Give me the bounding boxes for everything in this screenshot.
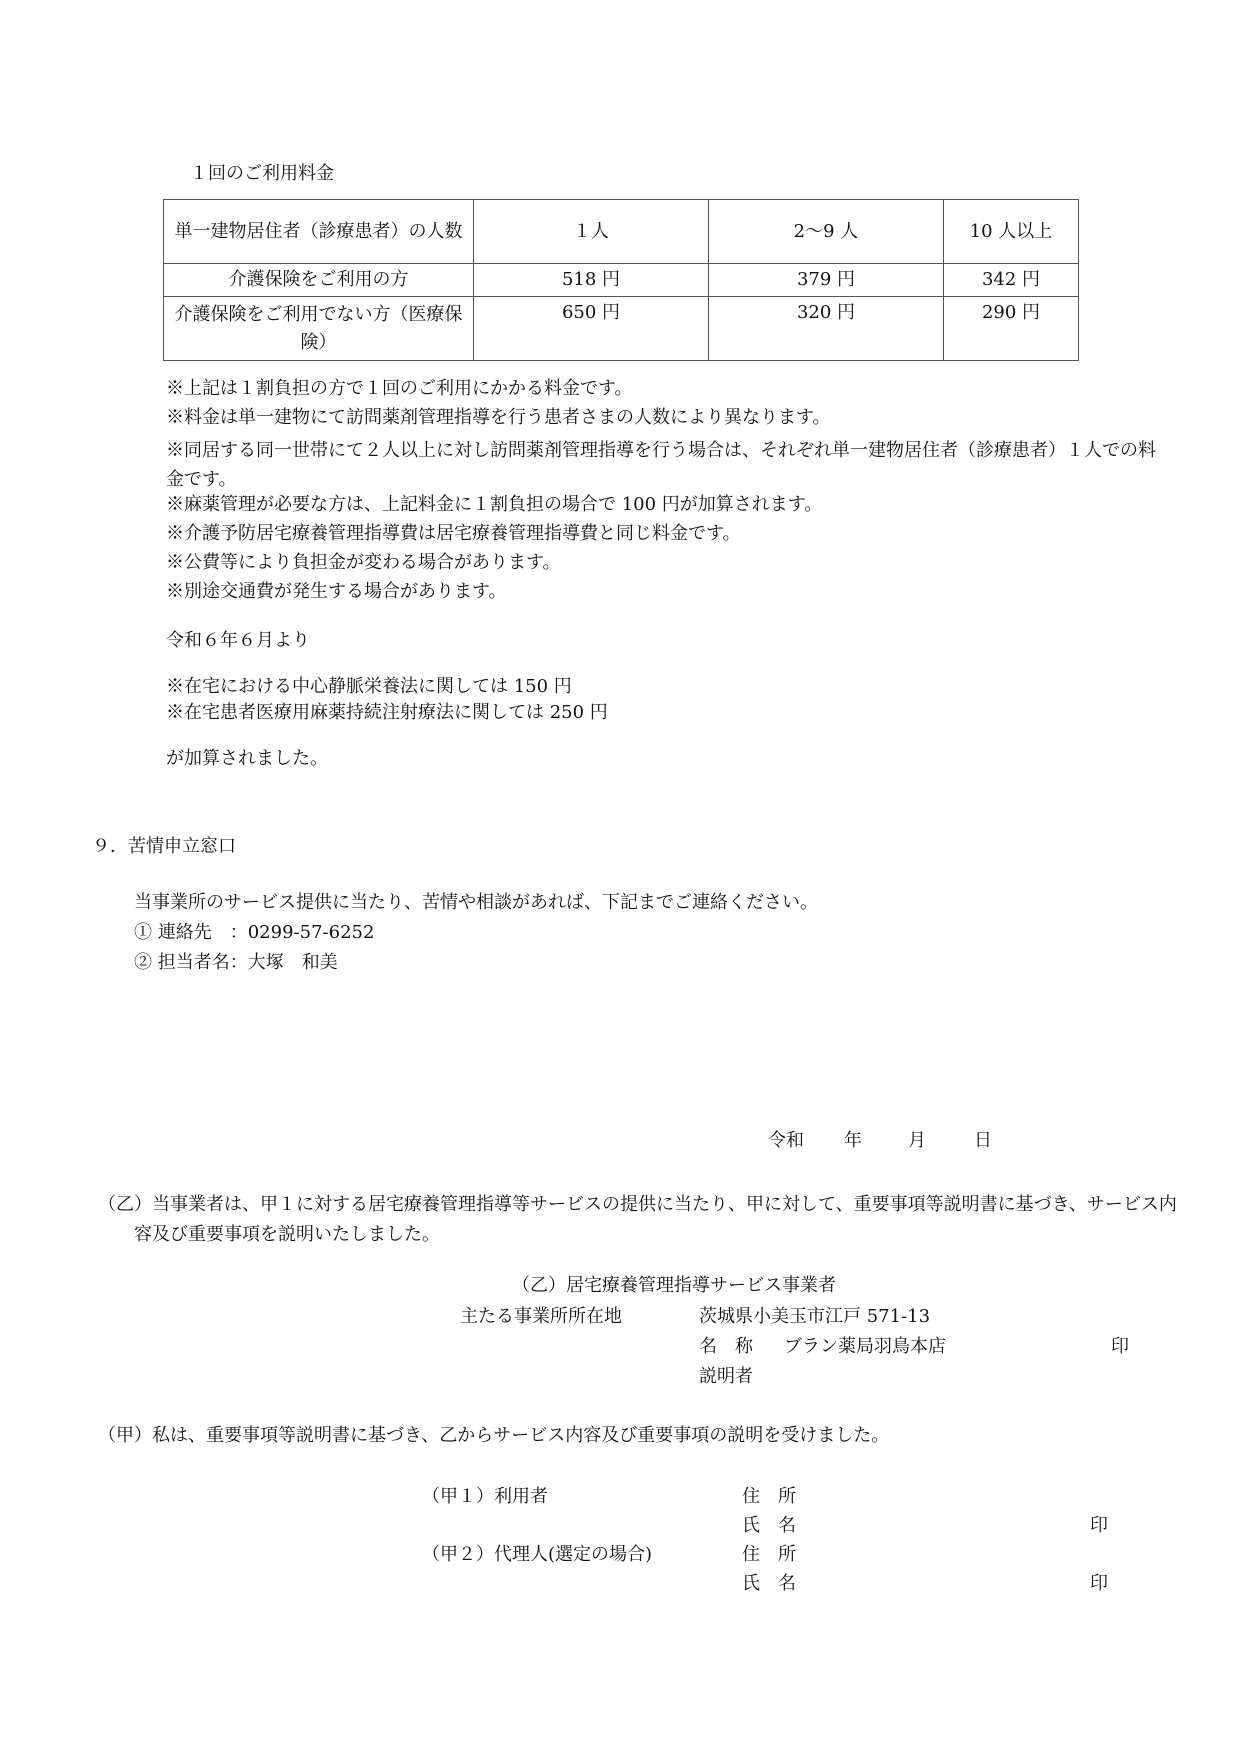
fee-note: ※公費等により負担金が変わる場合があります。 bbox=[166, 552, 561, 573]
date-era: 令和 bbox=[768, 1130, 804, 1151]
fee-note: ※介護予防居宅療養管理指導費は居宅療養管理指導費と同じ料金です。 bbox=[166, 523, 741, 544]
contact-phone: 0299-57-6252 bbox=[247, 922, 375, 943]
fee-note: ※同居する同一世帯にて２人以上に対し訪問薬剤管理指導を行う場合は、それぞれ単一建物居住者（診療患者）１人での料金です。 bbox=[166, 440, 1156, 490]
table-row bbox=[164, 264, 1079, 297]
office-label: 主たる事業所所在地 bbox=[460, 1306, 622, 1327]
ko2-seal: 印 bbox=[1090, 1573, 1108, 1594]
table-header-row bbox=[164, 200, 1079, 264]
ko2-label: （甲２）代理人(選定の場合) bbox=[422, 1544, 653, 1565]
addition-note: ※在宅における中心静脈栄養法に関しては 150 円 bbox=[166, 676, 572, 697]
provider-name: ブラン薬局羽鳥本店 bbox=[784, 1336, 946, 1357]
person-line bbox=[134, 952, 338, 974]
fee-note: ※麻薬管理が必要な方は、上記料金に１割負担の場合で 100 円が加算されます。 bbox=[166, 494, 823, 515]
table-cell: 290 円 bbox=[944, 297, 1079, 361]
header-cell: 2～9 人 bbox=[709, 200, 944, 264]
contact-line bbox=[134, 922, 374, 944]
table-cell: 650 円 bbox=[474, 297, 709, 361]
complaint-intro: 当事業所のサービス提供に当たり、苦情や相談があれば、下記までご連絡ください。 bbox=[134, 892, 818, 913]
complaint-heading: ９．苦情申立窓口 bbox=[92, 836, 236, 857]
header-cell: 単一建物居住者（診療患者）の人数 bbox=[164, 200, 474, 264]
fee-table bbox=[163, 199, 1079, 361]
revision-date: 令和６年６月より bbox=[166, 630, 310, 651]
otsu-statement: （乙）当事業者は、甲１に対する居宅療養管理指導等サービスの提供に当たり、甲に対して、重要事項等説明書に基づき、サービス内容及び重要事項を説明いたしました。 bbox=[98, 1194, 1177, 1245]
ko2-name-label: 氏 名 bbox=[742, 1573, 796, 1594]
table-cell: 320 円 bbox=[709, 297, 944, 361]
provider-title: （乙）居宅療養管理指導サービス事業者 bbox=[512, 1275, 836, 1296]
ko1-name-label: 氏 名 bbox=[742, 1515, 796, 1536]
ko1-label: （甲１）利用者 bbox=[422, 1486, 548, 1507]
ko2-address-label: 住 所 bbox=[742, 1544, 796, 1565]
contact-label: ① 連絡先 ： bbox=[134, 922, 248, 943]
addition-note: ※在宅患者医療用麻薬持続注射療法に関しては 250 円 bbox=[166, 702, 608, 723]
date-month: 月 bbox=[908, 1130, 926, 1151]
table-cell: 518 円 bbox=[474, 264, 709, 297]
table-cell: 342 円 bbox=[944, 264, 1079, 297]
table-cell: 379 円 bbox=[709, 264, 944, 297]
table-row bbox=[164, 297, 1079, 361]
ko1-seal: 印 bbox=[1090, 1515, 1108, 1536]
row-label: 介護保険をご利用でない方（医療保険） bbox=[164, 297, 474, 361]
header-cell: 10 人以上 bbox=[944, 200, 1079, 264]
fee-note: ※上記は１割負担の方で１回のご利用にかかる料金です。 bbox=[166, 378, 633, 399]
provider-seal: 印 bbox=[1111, 1336, 1129, 1357]
person-label: ② 担当者名： bbox=[134, 952, 248, 973]
provider-name-label: 名 称 bbox=[699, 1336, 753, 1357]
date-year: 年 bbox=[844, 1130, 862, 1151]
fee-note: ※別途交通費が発生する場合があります。 bbox=[166, 581, 507, 602]
fee-note: ※料金は単一建物にて訪問薬剤管理指導を行う患者さまの人数により異なります。 bbox=[166, 407, 831, 428]
office-address: 茨城県小美玉市江戸 571-13 bbox=[699, 1306, 931, 1327]
header-cell: １人 bbox=[474, 200, 709, 264]
addition-suffix: が加算されました。 bbox=[166, 748, 328, 769]
row-label: 介護保険をご利用の方 bbox=[164, 264, 474, 297]
ko-statement: （甲）私は、重要事項等説明書に基づき、乙からサービス内容及び重要事項の説明を受けました。 bbox=[98, 1425, 890, 1446]
date-day: 日 bbox=[974, 1130, 992, 1151]
ko1-address-label: 住 所 bbox=[742, 1486, 796, 1507]
explainer-label: 説明者 bbox=[699, 1366, 753, 1387]
fee-caption: １回のご利用料金 bbox=[190, 163, 334, 184]
person-name: 大塚 和美 bbox=[247, 952, 338, 973]
